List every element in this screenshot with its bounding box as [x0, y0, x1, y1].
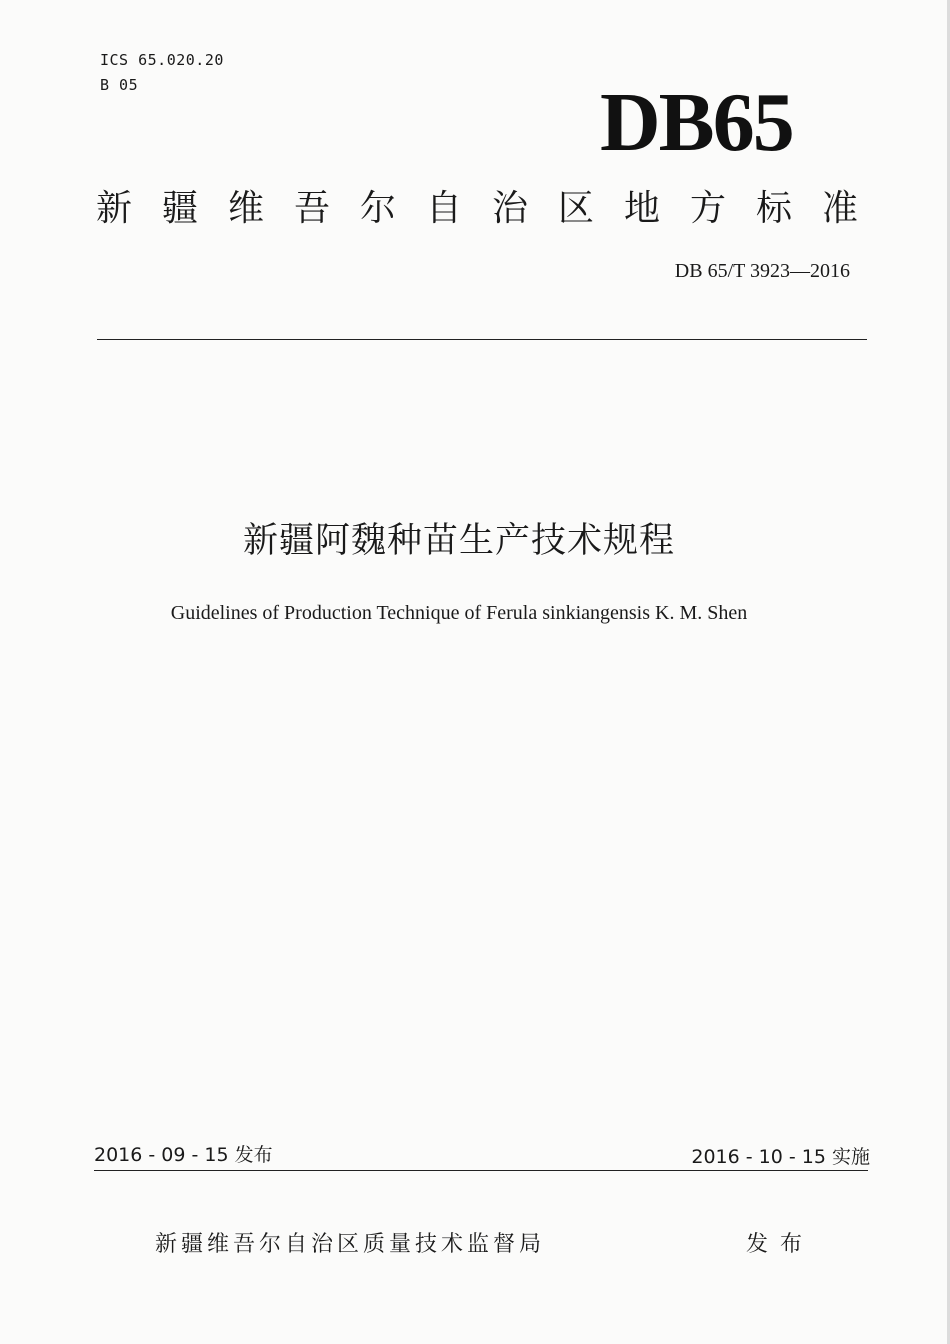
standard-type-heading: 新疆维吾尔自治区地方标准 [96, 188, 889, 229]
document-title-english: Guidelines of Production Technique of Ferula sinkiangensis K. M. Shen [170, 602, 748, 624]
standard-code-logo: DB65 [600, 76, 793, 169]
publish-date: 2016 - 09 - 15 发布 [94, 1144, 273, 1166]
footer-divider [94, 1170, 868, 1171]
document-title-chinese: 新疆阿魏种苗生产技术规程 [242, 521, 675, 561]
issue-label: 发布 [746, 1232, 815, 1257]
ics-code: ICS 65.020.20 [100, 51, 224, 69]
implement-date: 2016 - 10 - 15 实施 [691, 1146, 870, 1168]
header-divider [97, 339, 867, 340]
standard-number: DB 65/T 3923—2016 [674, 260, 850, 282]
ccs-code: B 05 [100, 76, 139, 94]
issuing-authority: 新疆维吾尔自治区质量技术监督局 [155, 1232, 546, 1257]
classification-block [100, 48, 224, 98]
